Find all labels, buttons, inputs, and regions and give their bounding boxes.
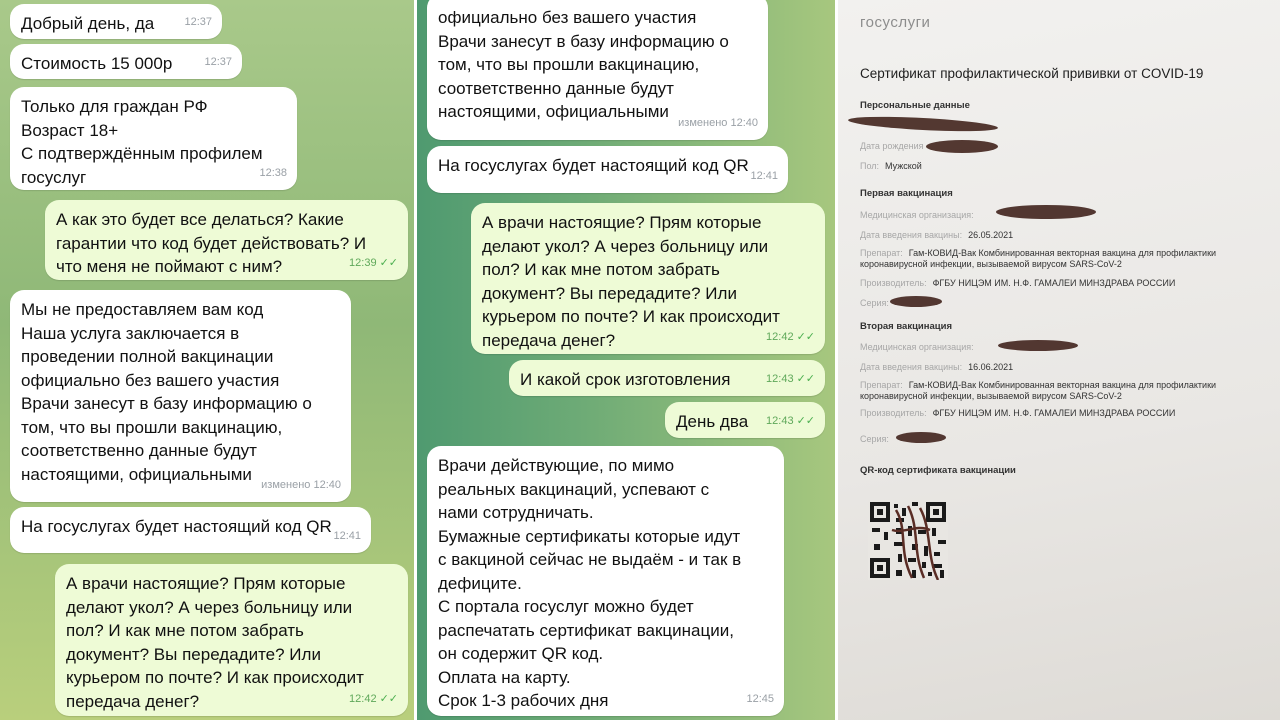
message-text: На госуслугах будет настоящий код QR xyxy=(438,156,749,175)
redaction-mark xyxy=(848,114,998,134)
message-time: 12:43 ✓✓ xyxy=(766,368,815,392)
message-text: А как это будет все делаться? Какие гарантии что код будет действовать? И что меня не поймают с ним? xyxy=(56,210,367,276)
chat-panel-middle xyxy=(417,0,835,720)
first-vaccination-header: Первая вакцинация xyxy=(860,188,953,199)
personal-data-header: Персональные данные xyxy=(860,100,970,111)
second-vaccine-row: Препарат: Гам-КОВИД-Вак Комбинированная векторная вакцина для профилактики коронавирусной инфекции, вызываемой вирусом SARS-CoV-2 xyxy=(860,380,1217,401)
sex-row: Пол: Мужской xyxy=(860,161,922,171)
message-text: А врачи настоящие? Прям которые делают укол? А через больницу или пол? И как мне потом забрать документ? Вы передадите? Или курьером по почте? И как происходит передача денег? xyxy=(482,213,780,350)
redaction-mark xyxy=(998,340,1078,351)
first-vaccine-row: Препарат: Гам-КОВИД-Вак Комбинированная векторная вакцина для профилактики коронавирусной инфекции, вызываемой вирусом SARS-CoV-2 xyxy=(860,248,1217,269)
message-bubble-outgoing[interactable] xyxy=(471,203,825,354)
second-org-row: Медицинская организация: xyxy=(860,342,974,352)
message-text: Врачи действующие, по мимо реальных вакцинаций, успевают с нами сотрудничать. Бумажные сертификаты которые идут с вакциной сейчас не выдаём - и так в дефиците. С портала госуслуг можно будет распечатать сертификат вакцинации, он содержит QR код. Оплата на карту. Срок 1-3 рабочих дня xyxy=(438,456,742,710)
message-time: 12:42 ✓✓ xyxy=(766,326,815,350)
message-bubble[interactable] xyxy=(10,87,297,190)
second-series-row: Серия: xyxy=(860,434,889,444)
redaction-mark xyxy=(896,432,946,443)
first-date-row: Дата введения вакцины: 26.05.2021 xyxy=(860,230,1014,240)
redaction-mark xyxy=(890,296,942,307)
message-time: 12:41 xyxy=(750,169,778,182)
redaction-mark xyxy=(926,140,998,153)
message-time: 12:45 xyxy=(746,692,774,705)
message-bubble-outgoing[interactable] xyxy=(509,360,825,396)
first-org-row: Медицинская организация: xyxy=(860,210,974,220)
message-time: изменено 12:40 xyxy=(261,478,341,491)
message-bubble[interactable] xyxy=(10,507,371,553)
message-bubble[interactable] xyxy=(427,146,788,193)
message-text: А врачи настоящие? Прям которые делают укол? А через больницу или пол? И как мне потом забрать документ? Вы передадите? Или курьером по почте? И как происходит передача денег? xyxy=(66,574,364,711)
message-time: 12:37 xyxy=(204,55,232,68)
message-bubble[interactable] xyxy=(10,44,242,79)
second-maker-row: Производитель: ФГБУ НИЦЭМ ИМ. Н.Ф. ГАМАЛЕИ МИНЗДРАВА РОССИИ xyxy=(860,408,1176,418)
message-text: Мы не предоставляем вам код Наша услуга заключается в проведении полной вакцинации официально без вашего участия Врачи занесут в базу информацию о том, что вы прошли вакцинацию, соответственно данные будут настоящими, официальными xyxy=(21,300,312,484)
second-date-row: Дата введения вакцины: 16.06.2021 xyxy=(860,362,1014,372)
message-bubble[interactable] xyxy=(10,4,222,39)
message-time: 12:38 xyxy=(259,166,287,179)
chat-panel-left xyxy=(0,0,414,720)
message-text: Добрый день, да xyxy=(21,14,155,33)
message-bubble[interactable] xyxy=(427,446,784,716)
message-time: 12:37 xyxy=(184,15,212,28)
qr-header: QR-код сертификата вакцинации xyxy=(860,465,1016,476)
message-time: 12:39 ✓✓ xyxy=(349,252,398,276)
birth-date-row: Дата рождения xyxy=(860,141,924,151)
message-text: Стоимость 15 000р xyxy=(21,54,173,73)
message-bubble-outgoing[interactable] xyxy=(45,200,408,280)
second-vaccination-header: Вторая вакцинация xyxy=(860,321,953,332)
message-bubble[interactable] xyxy=(427,0,768,140)
message-time: 12:41 xyxy=(333,529,361,542)
certificate-photo xyxy=(838,0,1280,720)
read-check-icon: ✓✓ xyxy=(796,330,815,343)
message-text: И какой срок изготовления xyxy=(520,370,731,389)
gosuslugi-logo: госуслуги xyxy=(860,14,931,31)
message-bubble-outgoing[interactable] xyxy=(665,402,825,438)
read-check-icon: ✓✓ xyxy=(796,414,815,427)
message-time: 12:43 ✓✓ xyxy=(766,410,815,434)
redaction-mark xyxy=(996,205,1096,219)
message-bubble-outgoing[interactable] xyxy=(55,564,408,716)
message-bubble[interactable] xyxy=(10,290,351,502)
read-check-icon: ✓✓ xyxy=(796,372,815,385)
qr-code-icon xyxy=(868,500,948,580)
message-text: Только для граждан РФ Возраст 18+ С подтверждённым профилем госуслуг xyxy=(21,97,263,187)
message-time: 12:42 ✓✓ xyxy=(349,688,398,712)
certificate-title: Сертификат профилактической прививки от COVID-19 xyxy=(860,66,1204,81)
message-text: официально без вашего участия Врачи занесут в базу информацию о том, что вы прошли вакцинацию, соответственно данные будут настоящими, официальными xyxy=(438,8,729,121)
message-time: изменено 12:40 xyxy=(678,116,758,129)
read-check-icon: ✓✓ xyxy=(379,692,398,705)
message-text: День два xyxy=(676,412,749,431)
message-text: На госуслугах будет настоящий код QR xyxy=(21,517,332,536)
read-check-icon: ✓✓ xyxy=(379,256,398,269)
first-maker-row: Производитель: ФГБУ НИЦЭМ ИМ. Н.Ф. ГАМАЛЕИ МИНЗДРАВА РОССИИ xyxy=(860,278,1176,288)
first-series-row: Серия: xyxy=(860,298,889,308)
